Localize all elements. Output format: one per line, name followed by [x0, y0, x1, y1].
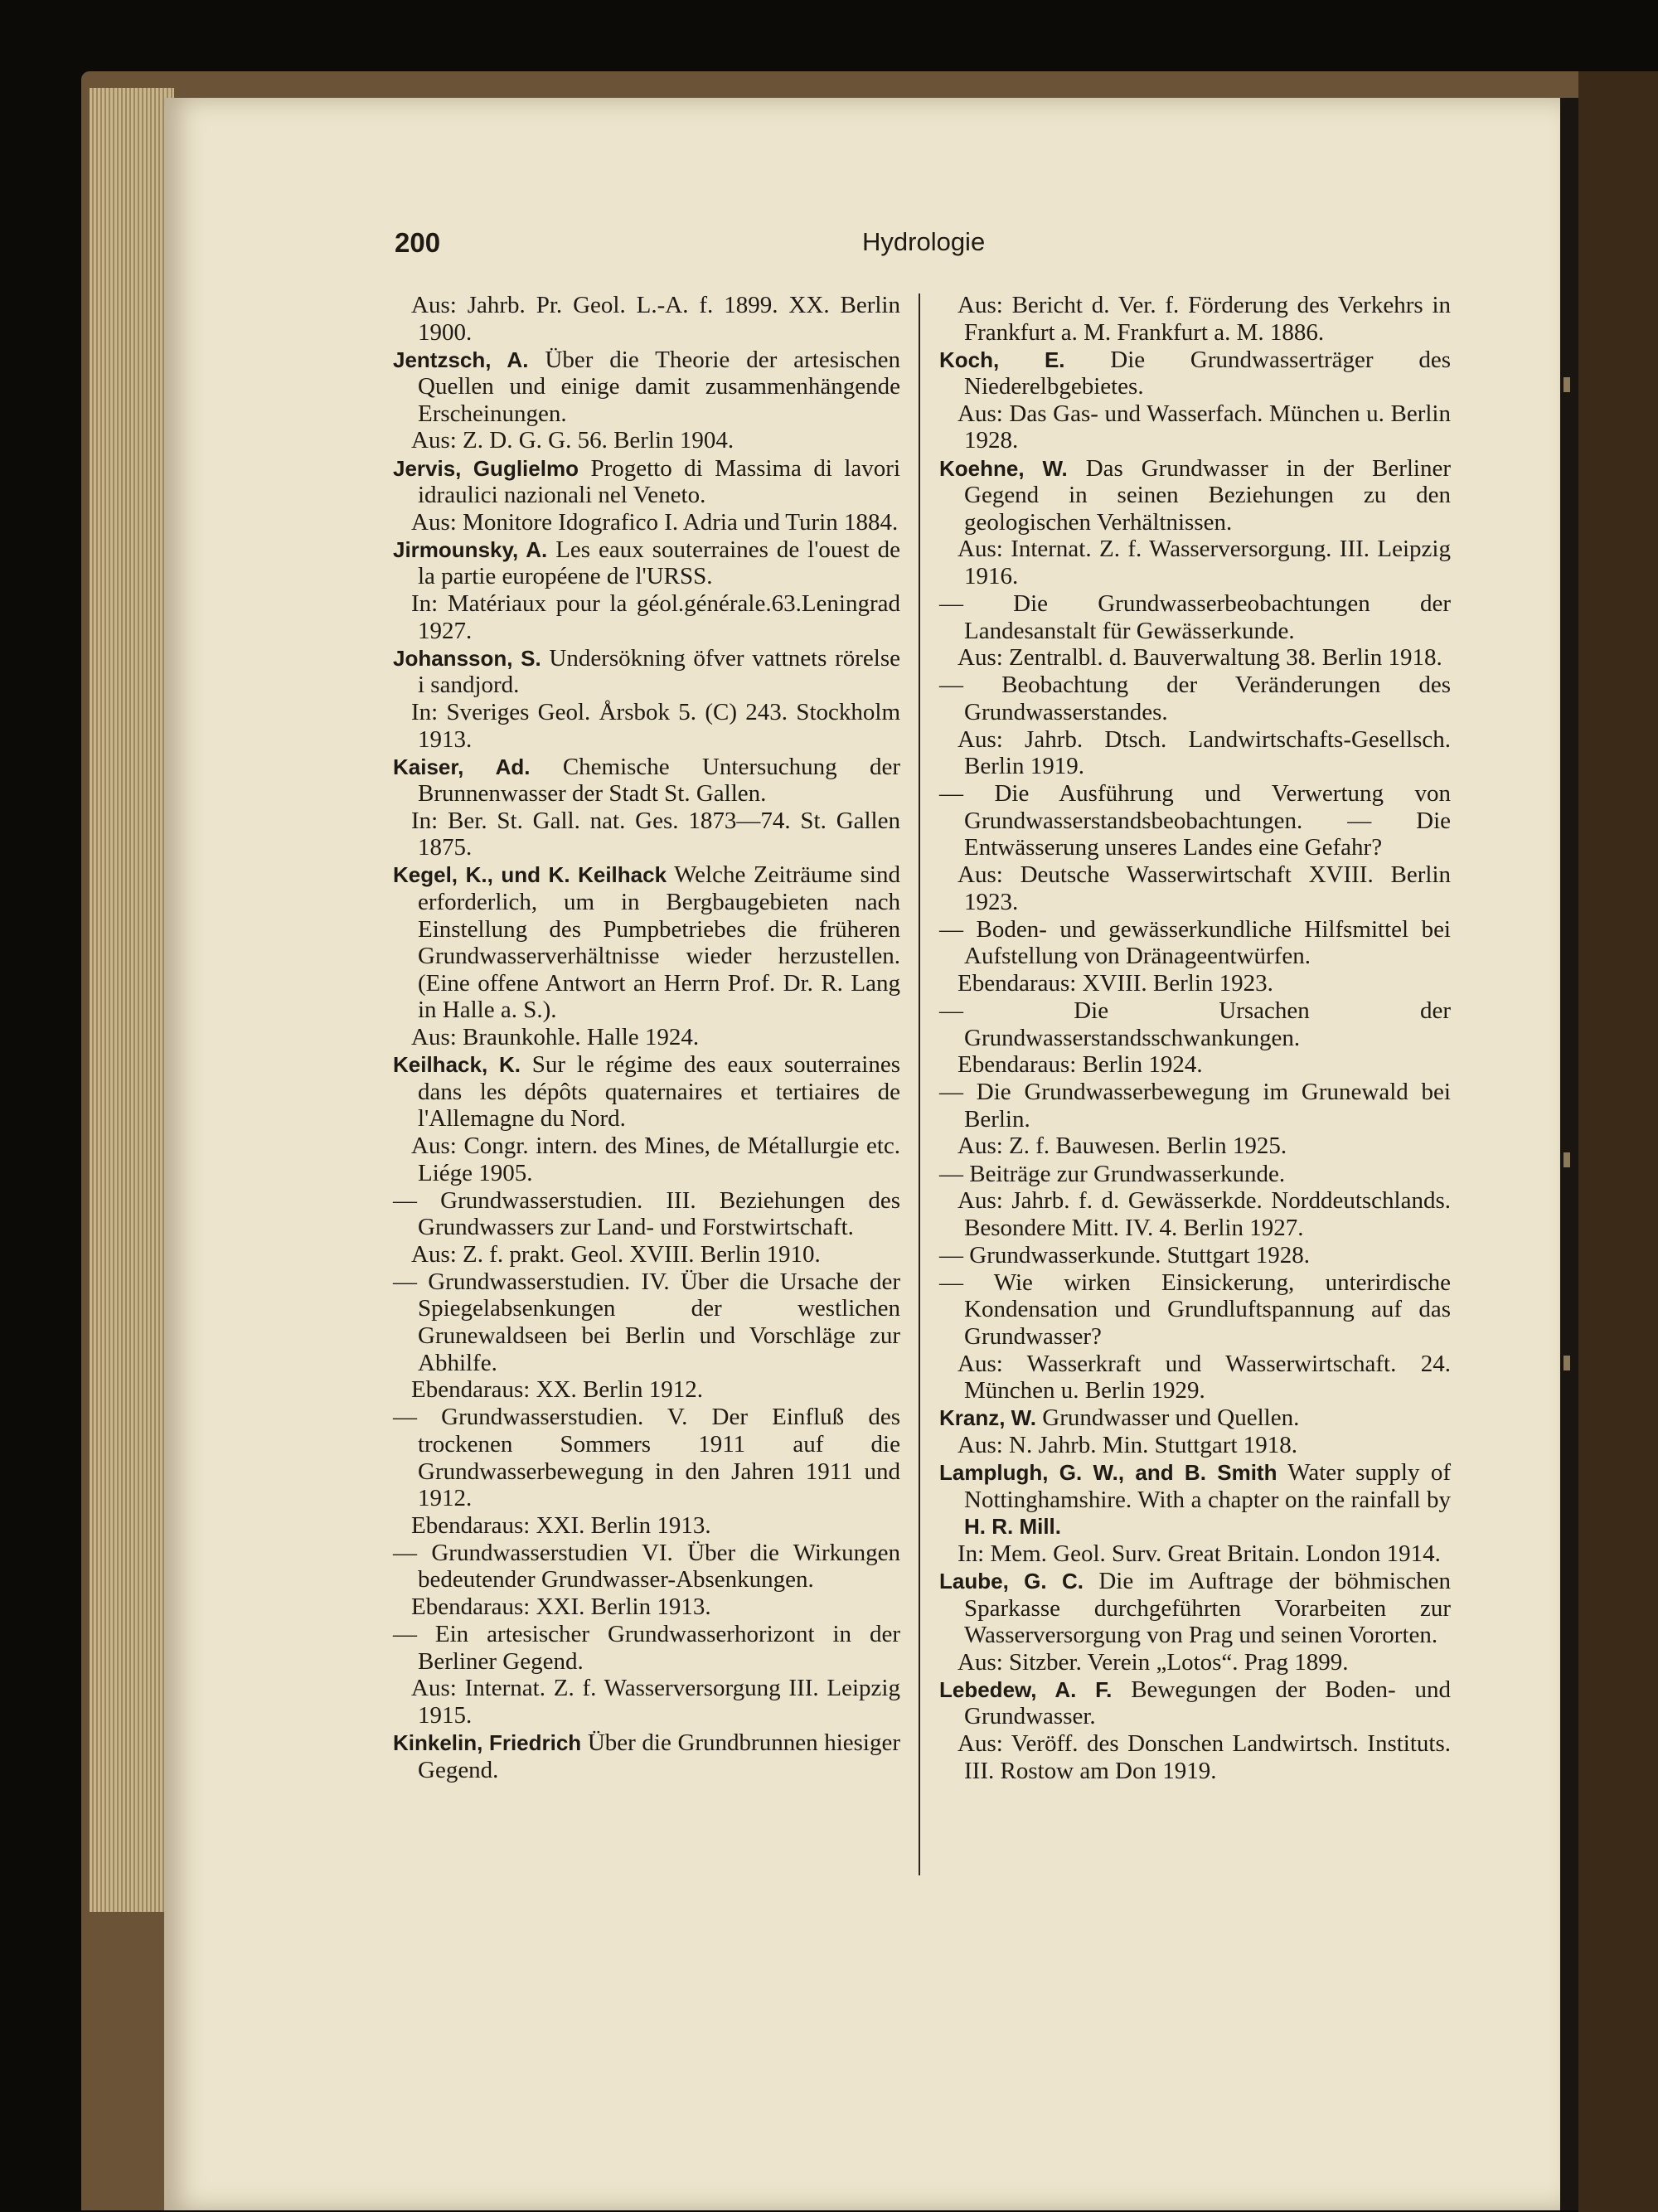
bibliography-entry: [933, 1568, 1451, 1676]
entry-title: Chemische Untersuchung der Brunnenwasser der Stadt St. Gallen.: [418, 753, 901, 808]
bibliography-entry: [933, 1676, 1451, 1784]
entry-title-line: — Die Grundwasserbeobachtungen der Landesanstalt für Gewässerkunde.: [939, 590, 1451, 644]
author-name: Lamplugh, G. W., and B. Smith: [939, 1460, 1277, 1486]
entry-title: Die Grundwasserträger des Niederelbgebietes.: [964, 346, 1451, 400]
entry-title: Über die Theorie der artesischen Quellen und einige damit zusammenhängende Erscheinungen.: [418, 346, 901, 427]
contributor-name: H. R. Mill.: [964, 1514, 1061, 1540]
bibliography-entry: [386, 536, 900, 644]
entry-title: Grundwasser und Quellen.: [1042, 1404, 1300, 1432]
bibliography-entry: [933, 347, 1451, 454]
entry-title-line: — Wie wirken Einsickerung, unterirdische Kondensation und Grundluftspannung auf das Grundwasser?: [939, 1269, 1451, 1351]
source-reference: Aus: Braunkohle. Halle 1924.: [411, 1024, 700, 1051]
bibliography-entry: [933, 1404, 1451, 1458]
source-reference: Aus: Bericht d. Ver. f. Förderung des Verkehrs in Frankfurt a. M. Frankfurt a. M. 1886.: [957, 292, 1451, 346]
author-name: Johansson, S.: [393, 645, 541, 671]
entry-title-line: — Grundwasserkunde. Stuttgart 1928.: [939, 1241, 1311, 1269]
author-name: Lebedew, A. F.: [939, 1676, 1113, 1702]
bibliography-entry: [386, 1404, 900, 1539]
source-reference: Ebendaraus: XX. Berlin 1912.: [411, 1376, 703, 1404]
column-divider: [919, 293, 920, 1875]
entry-heading: [933, 1459, 1451, 1540]
source-reference: Aus: Wasserkraft und Wasserwirtschaft. 24. München u. Berlin 1929.: [957, 1350, 1451, 1404]
entry-heading: [386, 861, 900, 1024]
source-reference: Ebendaraus: XXI. Berlin 1913.: [411, 1511, 711, 1539]
left-column: [386, 292, 900, 1784]
running-title: Hydrologie: [862, 227, 986, 256]
source-reference: Aus: Z. f. prakt. Geol. XVIII. Berlin 1910.: [411, 1240, 821, 1268]
entry-title: Die im Auftrage der böhmischen Sparkasse durchgeführten Vorarbeiten zur Wasserversorgung von Prag und seinen Vororten.: [964, 1567, 1451, 1649]
bibliography-entry: [386, 1621, 900, 1729]
author-name: Jirmounsky, A.: [393, 536, 548, 562]
bibliography-entry: [386, 1540, 900, 1621]
entry-heading: [933, 1676, 1451, 1730]
bibliography-entry: [933, 1079, 1451, 1160]
author-name: Kranz, W.: [939, 1405, 1037, 1431]
bibliography-entry: [386, 754, 900, 861]
entry-heading: [933, 347, 1451, 400]
bibliography-entry: [933, 590, 1451, 672]
source-reference: In: Ber. St. Gall. nat. Ges. 1873—74. St. Gallen 1875.: [411, 807, 900, 861]
bibliography-entry: [933, 1161, 1451, 1242]
edge-tab: [1563, 377, 1570, 392]
entry-title: Über die Grundbrunnen hiesiger Gegend.: [418, 1729, 901, 1783]
bibliography-entry: [933, 1242, 1451, 1269]
source-reference: Aus: Sitzber. Verein „Lotos“. Prag 1899.: [957, 1648, 1349, 1676]
page-number: 200: [395, 227, 441, 258]
entry-heading: [386, 1051, 900, 1133]
entry-title-line: — Boden- und gewässerkundliche Hilfsmittel bei Aufstellung von Dränageentwürfen.: [939, 915, 1451, 970]
bibliography-entry: [386, 861, 900, 1050]
source-reference: Aus: Z. f. Bauwesen. Berlin 1925.: [957, 1133, 1287, 1160]
source-reference: Aus: N. Jahrb. Min. Stuttgart 1918.: [957, 1431, 1298, 1458]
author-name: Keilhack, K.: [393, 1052, 521, 1078]
entry-title: Les eaux souterraines de l'ouest de la partie européene de l'URSS.: [418, 536, 900, 590]
bibliography-entry: [933, 672, 1451, 779]
bibliography-entry: [933, 916, 1451, 997]
author-name: Jentzsch, A.: [393, 347, 529, 372]
source-reference: Ebendaraus: Berlin 1924.: [957, 1051, 1203, 1079]
entry-heading: [386, 754, 900, 808]
source-reference: Aus: Jahrb. Pr. Geol. L.-A. f. 1899. XX. Berlin 1900.: [411, 292, 900, 346]
facing-page-edge: [1578, 71, 1658, 2212]
bibliography-entry: [386, 292, 900, 346]
author-name: Koehne, W.: [939, 455, 1068, 481]
entry-title-line: — Beiträge zur Grundwasserkunde.: [939, 1160, 1286, 1187]
source-reference: In: Sveriges Geol. Årsbok 5. (C) 243. Stockholm 1913.: [411, 698, 900, 753]
source-reference: Aus: Zentralbl. d. Bauverwaltung 38. Berlin 1918.: [957, 644, 1442, 672]
source-reference: Aus: Internat. Z. f. Wasserversorgung III. Leipzig 1915.: [411, 1675, 900, 1729]
bibliography-entry: [386, 1187, 900, 1269]
bibliography-entry: [386, 1051, 900, 1186]
entry-title: Bewegungen der Boden- und Grundwasser.: [964, 1676, 1451, 1730]
source-reference: Aus: Internat. Z. f. Wasserversorgung. III. Leipzig 1916.: [957, 536, 1451, 589]
source-reference: Aus: Congr. intern. des Mines, de Métallurgie etc. Liége 1905.: [411, 1132, 900, 1186]
entry-heading: [933, 1404, 1451, 1432]
author-name: Kinkelin, Friedrich: [393, 1729, 582, 1755]
entry-title-line: — Die Grundwasserbewegung im Grunewald bei Berlin.: [939, 1079, 1451, 1133]
entry-title-line: — Grundwasserstudien. V. Der Einfluß des trockenen Sommers 1911 auf die Grundwasserbewegung in den Jahren 1911 und 1912.: [393, 1404, 900, 1512]
bibliography-entry: [933, 780, 1451, 915]
entry-heading: [933, 455, 1451, 536]
author-name: Jervis, Guglielmo: [393, 455, 579, 481]
source-reference: In: Mem. Geol. Surv. Great Britain. London 1914.: [957, 1540, 1441, 1567]
entry-title: Undersökning öfver vattnets rörelse i sandjord.: [418, 644, 901, 699]
entry-title-line: — Ein artesischer Grundwasserhorizont in der Berliner Gegend.: [393, 1621, 900, 1675]
entry-heading: [386, 536, 900, 590]
source-reference: Aus: Veröff. des Donschen Landwirtsch. Instituts. III. Rostow am Don 1919.: [957, 1729, 1451, 1784]
bibliography-entry: [386, 1269, 900, 1404]
bibliography-entry: [933, 455, 1451, 590]
bibliography-entry: [386, 455, 900, 536]
source-reference: Aus: Jahrb. Dtsch. Landwirtschafts-Gesellsch. Berlin 1919.: [957, 725, 1451, 780]
right-column: [933, 292, 1451, 1785]
entry-heading: [386, 455, 900, 509]
entry-title-line: — Beobachtung der Veränderungen des Grundwasserstandes.: [939, 672, 1451, 725]
entry-title-line: — Grundwasserstudien. IV. Über die Ursache der Spiegelabsenkungen der westlichen Grunewaldseen bei Berlin und Vorschläge zur Abhilfe.: [393, 1268, 900, 1376]
entry-heading: [386, 645, 900, 699]
source-reference: Aus: Das Gas- und Wasserfach. München u. Berlin 1928.: [957, 400, 1451, 454]
entry-title-line: — Grundwasserstudien VI. Über die Wirkungen bedeutender Grundwasser-Absenkungen.: [393, 1539, 900, 1594]
bibliography-entry: [933, 1269, 1451, 1404]
entry-heading: [386, 347, 900, 428]
source-reference: Aus: Jahrb. f. d. Gewässerkde. Norddeutschlands. Besondere Mitt. IV. 4. Berlin 1927.: [957, 1187, 1451, 1241]
page-edges: [90, 88, 174, 1912]
source-reference: Aus: Z. D. G. G. 56. Berlin 1904.: [411, 427, 734, 454]
bibliography-entry: [386, 645, 900, 753]
source-reference: Ebendaraus: XXI. Berlin 1913.: [411, 1594, 711, 1620]
author-name: Laube, G. C.: [939, 1568, 1084, 1594]
entry-title: Sur le régime des eaux souterraines dans les dépôts quaternaires et tertiaires de l'Allemagne du Nord.: [418, 1051, 901, 1133]
source-reference: Aus: Deutsche Wasserwirtschaft XVIII. Berlin 1923.: [957, 861, 1451, 915]
bibliography-entry: [933, 997, 1451, 1079]
bibliography-entry: [386, 347, 900, 454]
edge-tab: [1563, 1356, 1570, 1370]
entry-title: Welche Zeiträume sind erforderlich, um in Bergbaugebieten nach Einstellung des Pumpbetriebes die früheren Grundwasserverhältnisse wieder herzustellen. (Eine offene Antwort an Herrn Prof. Dr. R. Lang in Halle a. S.).: [418, 861, 900, 1024]
source-reference: Aus: Monitore Idografico I. Adria und Turin 1884.: [411, 508, 899, 536]
entry-heading: [933, 1568, 1451, 1649]
author-name: Kegel, K., und K. Keilhack: [393, 862, 667, 888]
source-reference: In: Matériaux pour la géol.générale.63.Leningrad 1927.: [411, 590, 900, 644]
entry-heading: [386, 1729, 900, 1783]
bibliography-entry: [933, 292, 1451, 346]
entry-title: Progetto di Massima di lavori idraulici nazionali nel Veneto.: [418, 454, 901, 509]
entry-title-line: — Die Ausführung und Verwertung von Grundwasserstandsbeobachtungen. — Die Entwässerung unseres Landes eine Gefahr?: [939, 780, 1451, 861]
bibliography-entry: [933, 1459, 1451, 1567]
entry-title-line: — Grundwasserstudien. III. Beziehungen des Grundwassers zur Land- und Forstwirtschaft.: [393, 1186, 900, 1241]
bibliography-entry: [386, 1729, 900, 1783]
author-name: Koch, E.: [939, 347, 1065, 372]
author-name: Kaiser, Ad.: [393, 754, 531, 779]
edge-tab: [1563, 1152, 1570, 1167]
entry-title-line: — Die Ursachen der Grundwasserstandsschwankungen.: [939, 997, 1451, 1051]
entry-title: Das Grundwasser in der Berliner Gegend in seinen Beziehungen zu den geologischen Verhältnissen.: [964, 454, 1452, 536]
source-reference: Ebendaraus: XVIII. Berlin 1923.: [957, 969, 1273, 997]
entry-title: Water supply of Nottinghamshire. With a chapter on the rainfall by: [964, 1459, 1451, 1513]
